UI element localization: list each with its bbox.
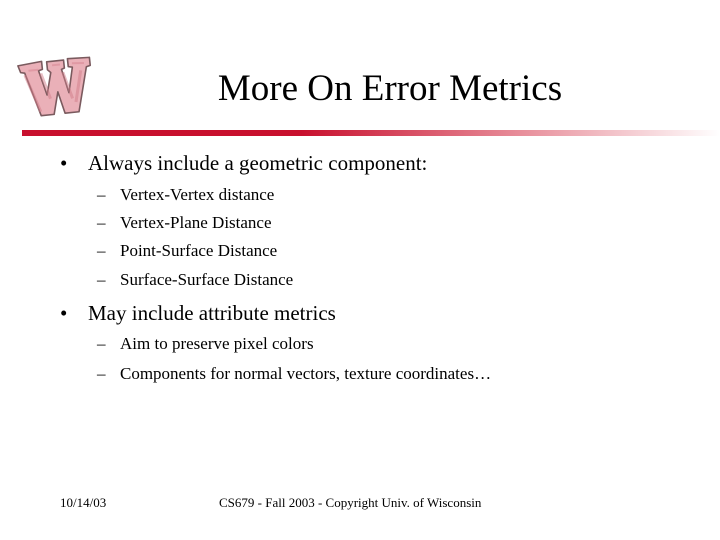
sub-text: Vertex-Vertex distance: [120, 185, 275, 204]
bullet-marker: •: [60, 301, 68, 325]
bullet-item: [60, 150, 427, 176]
bullet-marker: •: [60, 151, 68, 175]
sub-item: [97, 364, 491, 384]
sub-item: [97, 185, 274, 205]
slide-title: More On Error Metrics: [217, 68, 563, 109]
sub-text: Surface-Surface Distance: [120, 270, 294, 289]
wisconsin-w-logo-icon: [14, 42, 98, 126]
sub-marker: –: [97, 334, 106, 353]
sub-text: Vertex-Plane Distance: [120, 213, 272, 232]
bullet-text: Always include a geometric component:: [88, 151, 428, 175]
sub-marker: –: [97, 185, 106, 204]
sub-item: [97, 241, 277, 261]
bullet-item: [60, 300, 336, 326]
sub-item: [97, 213, 272, 233]
sub-item: [97, 270, 293, 290]
sub-item: [97, 334, 314, 354]
footer-copyright: CS679 - Fall 2003 - Copyright Univ. of Wisconsin: [219, 495, 482, 510]
sub-marker: –: [97, 241, 106, 260]
title-underline: [22, 130, 720, 136]
sub-marker: –: [97, 270, 106, 289]
bullet-text: May include attribute metrics: [88, 301, 336, 325]
sub-text: Components for normal vectors, texture coordinates…: [120, 364, 492, 383]
sub-marker: –: [97, 213, 106, 232]
sub-marker: –: [97, 364, 106, 383]
sub-text: Aim to preserve pixel colors: [120, 334, 314, 353]
sub-text: Point-Surface Distance: [120, 241, 278, 260]
footer-date: 10/14/03: [60, 495, 107, 510]
